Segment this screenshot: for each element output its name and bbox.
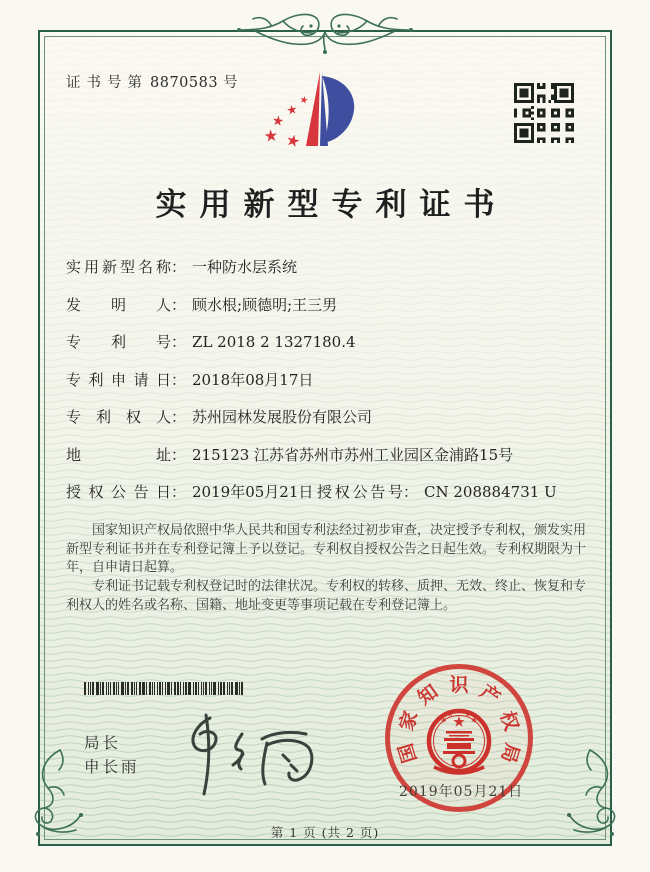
page-number: 第 1 页 (共 2 页) bbox=[270, 825, 380, 840]
field-row-grant-date: 授权公告日： 2019年05月21日 授权公告号： CN 208884731 U bbox=[66, 483, 557, 501]
field-row-patentee: 专利权人： 苏州园林发展股份有限公司 bbox=[66, 408, 373, 426]
field-value: ZL 2018 2 1327180.4 bbox=[192, 333, 356, 351]
field-row-address: 地址： 215123 江苏省苏州市苏州工业园区金浦路15号 bbox=[66, 445, 514, 464]
legal-paragraph-2: 专利证书记载专利权登记时的法律状况。专利权的转移、质押、无效、终止、恢复和专利权人的姓名或名称、国籍、地址变更等事项记载在专利登记簿上。 bbox=[66, 579, 587, 613]
certificate-number bbox=[66, 71, 238, 92]
qr-code bbox=[514, 83, 574, 143]
officer-name: 申长雨 bbox=[84, 758, 140, 776]
field-label: 专利号 bbox=[66, 333, 171, 351]
field-row-patent-number: 专利号： ZL 2018 2 1327180.4 bbox=[66, 333, 356, 351]
barcode bbox=[84, 682, 247, 695]
cnipa-logo-icon bbox=[262, 68, 362, 152]
director-signature bbox=[170, 712, 330, 797]
legal-paragraph-1: 国家知识产权局依照中华人民共和国专利法经过初步审查，决定授予专利权，颁发实用新型专利证书并在专利登记簿上予以登记。专利权自授权公告之日起生效。专利权期限为十年，自申请日起算。 bbox=[66, 523, 587, 576]
field-grant-number: 授权公告号： CN 208884731 U bbox=[317, 483, 557, 501]
legal-text bbox=[66, 522, 586, 616]
certificate-number-digits: 8870583 bbox=[150, 75, 219, 91]
field-label: 专利申请日 bbox=[66, 370, 171, 389]
seal-date: 2019年05月21日 bbox=[399, 784, 524, 800]
field-row-name: 实用新型名称： 一种防水层系统 bbox=[66, 258, 298, 276]
field-row-filing-date: 专利申请日： 2018年08月17日 bbox=[66, 370, 314, 389]
field-label: 实用新型名称 bbox=[66, 258, 171, 276]
officer-title: 局长 bbox=[84, 734, 122, 752]
field-value: 顾水根;顾德明;王三男 bbox=[192, 295, 338, 314]
certificate-title: 实用新型专利证书 bbox=[155, 187, 508, 223]
field-row-inventors: 发明人： 顾水根;顾德明;王三男 bbox=[66, 295, 338, 314]
seal-text-ring: 国 家 知 识 产 权 局 bbox=[395, 674, 523, 766]
field-label: 发明人 bbox=[66, 295, 171, 314]
field-value: 苏州园林发展股份有限公司 bbox=[192, 408, 373, 426]
field-value: 215123 江苏省苏州市苏州工业园区金浦路15号 bbox=[192, 445, 514, 464]
field-label: 授权公告日 bbox=[66, 483, 171, 501]
field-label: 授权公告号 bbox=[317, 483, 403, 501]
field-label: 地址 bbox=[66, 445, 171, 464]
national-emblem-icon bbox=[426, 705, 492, 783]
field-value: 一种防水层系统 bbox=[192, 258, 298, 276]
field-value: CN 208884731 U bbox=[424, 483, 557, 501]
certificate-number-suffix: 号 bbox=[223, 75, 238, 91]
certificate-number-prefix: 证书号第 bbox=[66, 75, 148, 91]
top-flourish-ornament bbox=[225, 6, 425, 58]
field-label: 专利权人 bbox=[66, 408, 171, 426]
field-value: 2018年08月17日 bbox=[192, 370, 314, 389]
field-value: 2019年05月21日 bbox=[192, 483, 314, 501]
